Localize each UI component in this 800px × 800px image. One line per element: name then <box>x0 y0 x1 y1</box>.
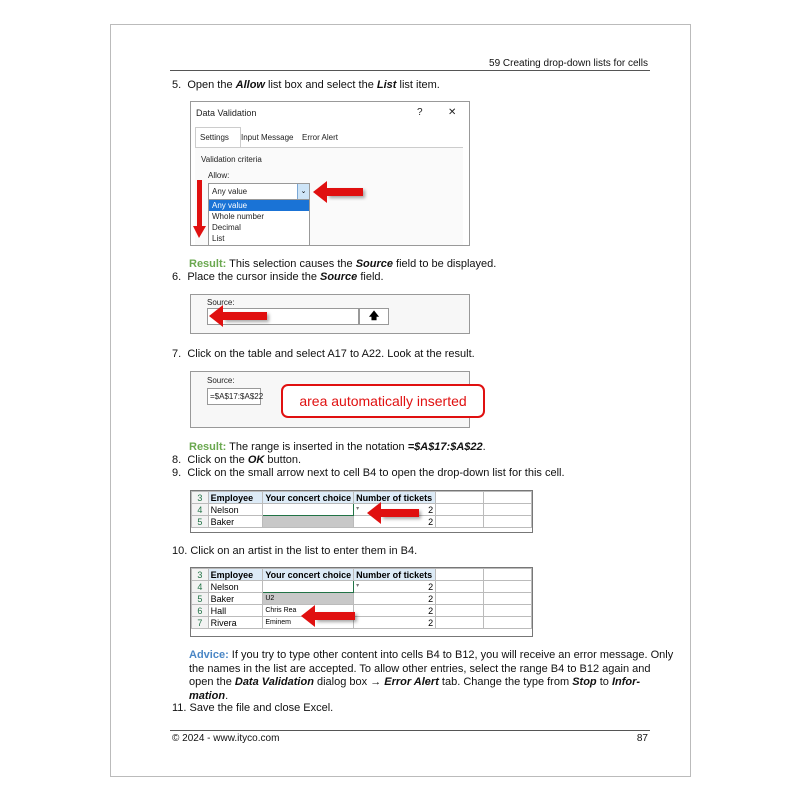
help-button[interactable]: ? <box>417 107 423 118</box>
red-arrow-left-icon <box>381 509 419 517</box>
red-arrow-left-icon <box>223 312 267 320</box>
source-input[interactable]: =$A$17:$A$22 <box>207 388 261 405</box>
step-5: 5. Open the Allow list box and select the List list item. <box>172 79 440 91</box>
source-field-result-panel <box>190 371 470 428</box>
result-2: Result: The range is inserted in the notation =$A$17:$A$22. <box>189 441 486 453</box>
running-header: 59 Creating drop-down lists for cells <box>489 58 648 69</box>
spreadsheet-excerpt-2: 3 Employee Your concert choice Number of tickets 4 Nelson ▾ 2 5 Baker U2 2 6 Hall Chris Rea 2 7 Rivera Eminem 2 <box>190 567 533 637</box>
footer-rule <box>170 730 650 731</box>
option-list[interactable]: List <box>212 234 225 243</box>
data-validation-dialog <box>190 101 470 246</box>
list-item[interactable]: Chris Rea <box>263 605 354 617</box>
source-field-panel <box>190 294 470 334</box>
red-arrow-left-icon <box>315 612 355 620</box>
spreadsheet-excerpt-1: 3 Employee Your concert choice Number of tickets 4 Nelson ▾ 2 5 Baker 2 <box>190 490 533 533</box>
step-8: 8. Click on the OK button. <box>172 454 302 466</box>
dropdown-arrow-icon[interactable]: ▾ <box>356 505 360 512</box>
step-7: 7. Click on the table and select A17 to A22. Look at the result. <box>172 348 475 360</box>
tab-error-alert[interactable]: Error Alert <box>302 133 339 142</box>
step-6: 6. Place the cursor inside the Source field. <box>172 271 384 283</box>
dialog-title: Data Validation <box>196 108 257 118</box>
source-label: Source: <box>207 376 235 385</box>
allow-dropdown-list <box>208 199 310 246</box>
table-row: 6 Hall Chris Rea 2 <box>192 605 532 617</box>
table-row: 4 Nelson ▾ 2 <box>192 581 532 593</box>
option-whole-number[interactable]: Whole number <box>212 212 265 221</box>
table-row: 7 Rivera Eminem 2 <box>192 617 532 629</box>
source-label: Source: <box>207 298 235 307</box>
red-arrow-left-icon <box>327 188 363 196</box>
result-1: Result: This selection causes the Source field to be displayed. <box>189 258 497 270</box>
allow-select[interactable]: Any value ⌄ <box>208 183 310 200</box>
red-arrow-down-head-icon <box>193 226 206 238</box>
list-item[interactable]: Eminem <box>263 617 354 629</box>
header-rule <box>170 70 650 71</box>
step-9: 9. Click on the small arrow next to cell B4 to open the drop-down list for this cell. <box>172 467 565 479</box>
cell-b4[interactable] <box>263 504 354 516</box>
table-row: 5 Baker 2 <box>192 516 532 528</box>
tab-settings[interactable]: Settings <box>200 133 229 142</box>
validation-criteria-label: Validation criteria <box>201 155 262 164</box>
table-row: 4 Nelson ▾ 2 <box>192 504 532 516</box>
table-row: 5 Baker U2 2 <box>192 593 532 605</box>
tab-input-message[interactable]: Input Message <box>241 133 294 142</box>
footer-copyright: © 2024 - www.ityco.com <box>172 733 280 744</box>
red-arrow-down-icon <box>197 180 202 226</box>
option-any-value[interactable]: Any value <box>209 200 309 211</box>
list-item[interactable]: U2 <box>263 593 354 605</box>
chevron-down-icon[interactable]: ⌄ <box>297 184 309 199</box>
callout-annotation: area automatically inserted <box>281 384 485 418</box>
step-10: 10. Click on an artist in the list to enter them in B4. <box>172 545 418 557</box>
collapse-dialog-button[interactable]: 🡅 <box>359 308 389 325</box>
option-decimal[interactable]: Decimal <box>212 223 241 232</box>
close-button[interactable]: ✕ <box>448 107 457 118</box>
advice-paragraph: Advice: If you try to type other content into cells B4 to B12, you will receive an error message. Only the names in the list are accepted. To allow other entries, select the range B4 to B12 again and open the Data Validation dialog box → Error Alert tab. Change the type from Stop to Infor- mation. <box>189 649 674 702</box>
page-number: 87 <box>636 733 648 744</box>
allow-label: Allow: <box>208 171 230 180</box>
dropdown-arrow-icon[interactable]: ▾ <box>356 582 360 589</box>
step-11: 11. Save the file and close Excel. <box>172 702 334 714</box>
